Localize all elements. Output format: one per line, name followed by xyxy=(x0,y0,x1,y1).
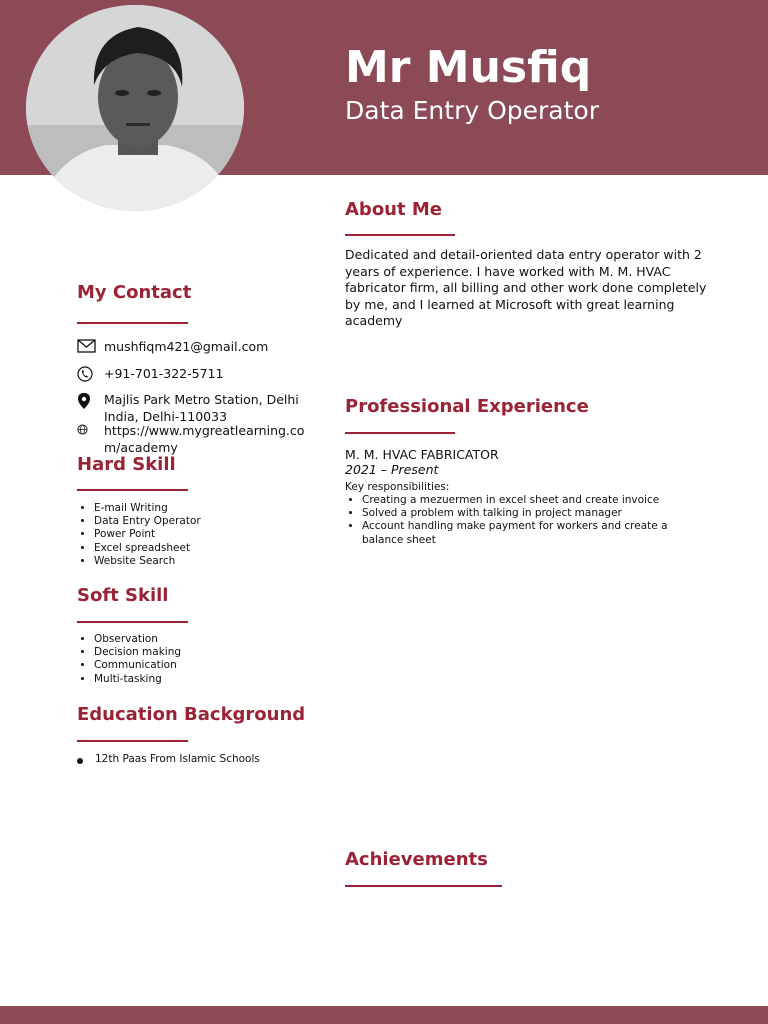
soft-skill-item: • Multi-tasking xyxy=(94,673,181,686)
contact-address-row xyxy=(77,392,314,425)
education-item xyxy=(77,753,260,765)
soft-skill-title: Soft Skill xyxy=(77,585,169,606)
experience-rule xyxy=(345,432,455,434)
about-rule xyxy=(345,234,455,236)
achievements-title: Achievements xyxy=(345,849,488,870)
education-item-text: 12th Paas From Islamic Schools xyxy=(95,753,260,765)
experience-title: Professional Experience xyxy=(345,396,589,417)
hard-skill-title: Hard Skill xyxy=(77,454,176,475)
responsibility-item: • Solved a problem with talking in project manager xyxy=(362,507,692,520)
responsibility-item: • Creating a mezuermen in excel sheet and create invoice xyxy=(362,494,692,507)
job-dates: 2021 – Present xyxy=(345,462,439,477)
envelope-icon xyxy=(77,339,104,358)
location-pin-icon xyxy=(77,392,104,425)
achievements-rule xyxy=(345,885,502,887)
contact-email-row xyxy=(77,339,314,358)
education-rule xyxy=(77,740,188,742)
hard-skill-item: • Website Search xyxy=(94,555,201,568)
profile-photo xyxy=(26,5,244,211)
education-title: Education Background xyxy=(77,704,306,725)
contact-phone-row xyxy=(77,366,314,387)
contact-website-row xyxy=(77,423,314,456)
about-title: About Me xyxy=(345,199,442,220)
soft-skill-item: • Observation xyxy=(94,633,181,646)
hard-skill-item: • E-mail Writing xyxy=(94,502,201,515)
about-text: Dedicated and detail-oriented data entry operator with 2 years of experience. I have worked with M. M. HVAC fabricator firm, all billing and other work done completely by me, and I learned at Microsoft with great learning academy xyxy=(345,247,707,328)
hard-skill-rule xyxy=(77,489,188,491)
candidate-name: Mr Musfiq xyxy=(345,42,592,93)
candidate-role: Data Entry Operator xyxy=(345,96,600,125)
soft-skill-item: • Communication xyxy=(94,659,181,672)
job-company: M. M. HVAC FABRICATOR xyxy=(345,447,499,462)
hard-skill-item: • Excel spreadsheet xyxy=(94,542,201,555)
soft-skill-item: • Decision making xyxy=(94,646,181,659)
responsibility-item: • Account handling make payment for workers and create a balance sheet xyxy=(362,520,692,546)
job-key-label: Key responsibilities: xyxy=(345,481,450,493)
hard-skill-list xyxy=(77,502,201,568)
globe-icon xyxy=(77,423,104,456)
contact-rule xyxy=(77,322,188,324)
profile-photo-image xyxy=(26,5,244,211)
bullet-dot xyxy=(77,758,83,764)
soft-skill-list xyxy=(77,633,181,686)
job-responsibilities xyxy=(345,494,692,547)
footer-band xyxy=(0,1006,768,1024)
contact-email[interactable]: mushfiqm421@gmail.com xyxy=(104,339,269,354)
contact-title: My Contact xyxy=(77,282,192,303)
soft-skill-rule xyxy=(77,621,188,623)
phone-icon xyxy=(77,366,104,387)
contact-website[interactable]: https://www.mygreatlearning.com/academy xyxy=(104,423,305,455)
contact-phone[interactable]: +91-701-322-5711 xyxy=(104,366,224,381)
hard-skill-item: • Data Entry Operator xyxy=(94,515,201,528)
contact-address: Majlis Park Metro Station, Delhi India, Delhi-110033 xyxy=(104,392,299,424)
hard-skill-item: • Power Point xyxy=(94,528,201,541)
